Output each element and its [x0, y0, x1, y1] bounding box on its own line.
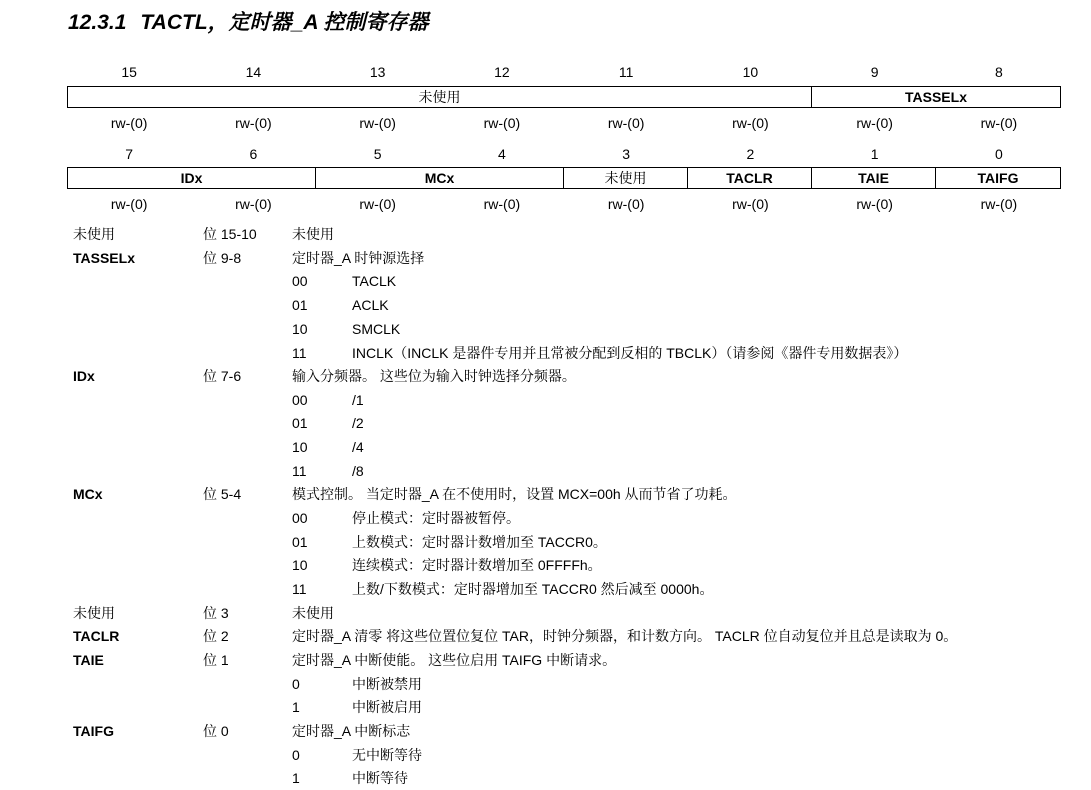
- field-unused-15-10: 未使用: [68, 87, 812, 107]
- access-mode: rw-(0): [732, 115, 769, 131]
- option-code: 01: [292, 297, 308, 313]
- bit-number: 0: [994, 146, 1003, 162]
- desc-name-taie: TAIE: [73, 652, 104, 668]
- desc-name-unused: 未使用: [73, 226, 115, 242]
- option-code: 00: [292, 273, 308, 289]
- desc-text: 输入分频器。 这些位为输入时钟选择分频器。: [292, 368, 576, 384]
- access-mode: rw-(0): [607, 115, 645, 131]
- option-code: 0: [292, 747, 300, 763]
- desc-text: 定时器_A 时钟源选择: [292, 250, 425, 266]
- option-code: 1: [292, 699, 300, 715]
- bit-number: 13: [369, 64, 386, 80]
- access-mode: rw-(0): [483, 115, 521, 131]
- option-value: 中断被禁用: [352, 676, 422, 692]
- option-code: 11: [292, 581, 307, 597]
- section-number: 12.3.1: [68, 11, 127, 34]
- desc-text: 定时器_A 中断使能。 这些位启用 TAIFG 中断请求。: [292, 652, 617, 668]
- desc-bits: 位 5-4: [203, 486, 242, 502]
- option-code: 10: [292, 557, 308, 573]
- desc-text: 未使用: [292, 226, 334, 242]
- bit-number: 1: [870, 146, 879, 162]
- bit-number: 8: [994, 64, 1003, 80]
- option-value: TACLK: [352, 273, 397, 289]
- field-tasselx: TASSELx: [905, 89, 967, 105]
- bit-number: 10: [742, 64, 759, 80]
- bit-number: 15: [121, 64, 137, 80]
- desc-bits: 位 7-6: [203, 368, 242, 384]
- access-mode: rw-(0): [732, 196, 769, 212]
- access-mode: rw-(0): [980, 115, 1018, 131]
- lower-register-fields: [67, 167, 1061, 189]
- upper-access-row: [67, 113, 1061, 133]
- bit-number: 7: [125, 146, 134, 162]
- option-value: 停止模式：定时器被暂停。: [352, 510, 520, 526]
- option-value: INCLK（INCLK 是器件专用并且常被分配到反相的 TBCLK）（请参阅《器件专用数据表》）: [352, 345, 908, 361]
- section-heading: TACTL，定时器_A 控制寄存器: [140, 11, 429, 34]
- field-taifg: TAIFG: [977, 170, 1019, 186]
- option-code: 11: [292, 345, 307, 361]
- bit-number: 6: [249, 146, 258, 162]
- bit-number: 11: [618, 64, 634, 80]
- desc-name-taifg: TAIFG: [73, 723, 114, 739]
- lower-access-row: [67, 194, 1061, 214]
- desc-text: 定时器_A 中断标志: [292, 723, 411, 739]
- desc-bits: 位 15-10: [203, 226, 257, 242]
- bit-number: 9: [870, 64, 879, 80]
- bit-number: 4: [497, 146, 506, 162]
- desc-name-mcx: MCx: [73, 486, 103, 502]
- access-mode: rw-(0): [483, 196, 521, 212]
- lower-bit-numbers: [67, 144, 1061, 164]
- option-code: 10: [292, 321, 308, 337]
- field-taclr: TACLR: [688, 168, 812, 188]
- bit-number: 3: [622, 146, 631, 162]
- option-value: ACLK: [352, 297, 389, 313]
- option-value: /4: [352, 439, 364, 455]
- desc-name-unused: 未使用: [73, 605, 115, 621]
- desc-bits: 位 3: [203, 605, 229, 621]
- desc-text: 未使用: [292, 605, 334, 621]
- access-mode: rw-(0): [607, 196, 645, 212]
- desc-bits: 位 2: [203, 628, 229, 644]
- option-value: 无中断等待: [352, 747, 422, 763]
- option-value: /2: [352, 415, 364, 431]
- access-mode: rw-(0): [856, 196, 893, 212]
- option-value: 中断被启用: [352, 699, 422, 715]
- bit-number: 5: [373, 146, 382, 162]
- option-code: 1: [292, 770, 300, 786]
- field-taie: TAIE: [812, 168, 936, 188]
- desc-bits: 位 1: [203, 652, 229, 668]
- desc-bits: 位 0: [203, 723, 229, 739]
- access-mode: rw-(0): [110, 196, 148, 212]
- option-code: 00: [292, 392, 308, 408]
- desc-text: 模式控制。 当定时器_A 在不使用时，设置 MCX=00h 从而节省了功耗。: [292, 486, 737, 502]
- access-mode: rw-(0): [980, 196, 1018, 212]
- access-mode: rw-(0): [235, 196, 272, 212]
- option-value: 上数模式：定时器计数增加至 TACCR0。: [352, 534, 607, 550]
- option-value: 连续模式：定时器计数增加至 0FFFFh。: [352, 557, 602, 573]
- section-title: [68, 6, 429, 36]
- field-idx: IDx: [68, 168, 316, 188]
- option-code: 10: [292, 439, 308, 455]
- desc-text: 定时器_A 清零 将这些位置位复位 TAR，时钟分频器，和计数方向。 TACLR 位自动复位并且总是读取为 0。: [292, 628, 958, 644]
- option-code: 0: [292, 676, 300, 692]
- bit-number: 14: [245, 64, 262, 80]
- bit-number: 2: [746, 146, 755, 162]
- option-code: 00: [292, 510, 308, 526]
- access-mode: rw-(0): [235, 115, 272, 131]
- option-value: /8: [352, 463, 364, 479]
- bit-number: 12: [494, 64, 510, 80]
- option-value: 上数/下数模式：定时器增加至 TACCR0 然后减至 0000h。: [352, 581, 714, 597]
- desc-name-taclr: TACLR: [73, 628, 120, 644]
- desc-name-tasselx: TASSELx: [73, 250, 135, 266]
- option-code: 01: [292, 534, 308, 550]
- access-mode: rw-(0): [856, 115, 893, 131]
- desc-name-idx: IDx: [73, 368, 95, 384]
- option-value: /1: [352, 392, 364, 408]
- upper-register-fields: [67, 86, 1061, 108]
- access-mode: rw-(0): [110, 115, 148, 131]
- field-unused-3: 未使用: [564, 168, 688, 188]
- option-code: 01: [292, 415, 308, 431]
- upper-bit-numbers: [67, 62, 1061, 82]
- access-mode: rw-(0): [359, 196, 396, 212]
- option-code: 11: [292, 463, 307, 479]
- option-value: 中断等待: [352, 770, 408, 786]
- desc-bits: 位 9-8: [203, 250, 242, 266]
- access-mode: rw-(0): [359, 115, 396, 131]
- option-value: SMCLK: [352, 321, 401, 337]
- field-mcx: MCx: [316, 168, 564, 188]
